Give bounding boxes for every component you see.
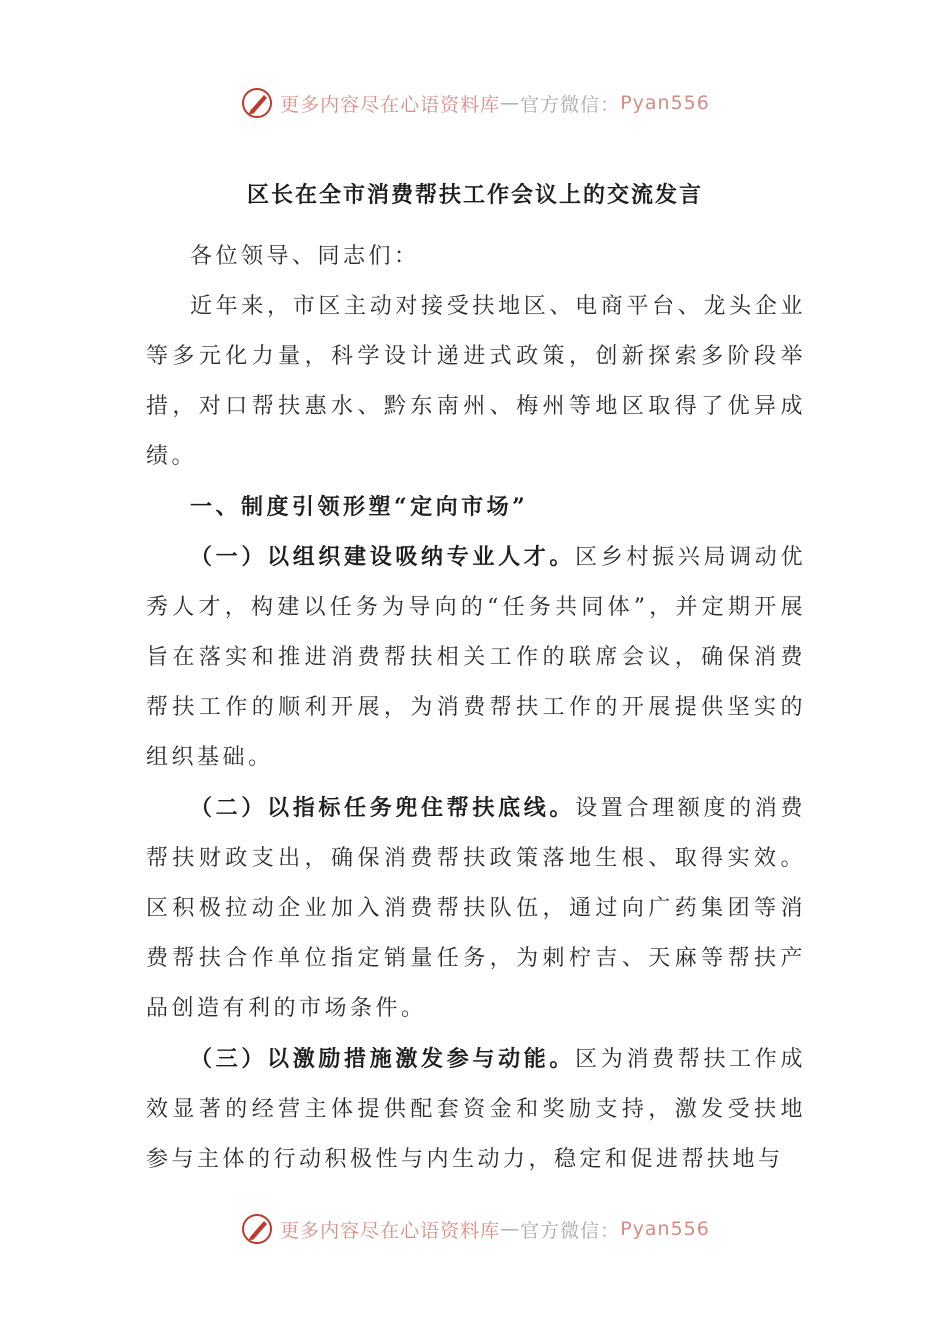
banner-wechat-label: 官方微信： xyxy=(520,93,621,116)
item-text: 区乡村振兴局调动优秀人才，构建以任务为导向的“任务共同体”，并定期开展旨在落实和推进消费帮扶相关工作的联席会议，确保消费帮扶工作的顺利开展，为消费帮扶工作的开展提供坚实的组织基础。 xyxy=(146,545,806,770)
pen-logo-icon xyxy=(240,1212,274,1246)
banner-wechat-id: Pyan556 xyxy=(620,92,710,114)
item-lead: （二）以指标任务兜住帮扶底线。 xyxy=(190,795,576,821)
pen-logo-icon xyxy=(240,86,274,120)
banner-text: 更多内容尽在心语资料库 xyxy=(280,93,501,116)
item-lead: （三）以激励措施激发参与动能。 xyxy=(190,1046,576,1072)
item-lead: （一）以组织建设吸纳专业人才。 xyxy=(190,544,576,570)
item-text: 区为消费帮扶工作成效显著的经营主体提供配套资金和奖励支持，激发受扶地参与主体的行动积极性与内生动力，稳定和促进帮扶地与 xyxy=(146,1047,806,1172)
item-text: 设置合理额度的消费帮扶财政支出，确保消费帮扶政策落地生根、取得实效。区积极拉动企业加入消费帮扶队伍，通过向广药集团等消费帮扶合作单位指定销量任务，为刺柠吉、天麻等帮扶产品创造有利的市场条件。 xyxy=(146,796,806,1021)
intro-paragraph: 近年来，市区主动对接受扶地区、电商平台、龙头企业等多元化力量，科学设计递进式政策，创新探索多阶段举措，对口帮扶惠水、黔东南州、梅州等地区取得了优异成绩。 xyxy=(146,294,806,469)
footer-banner xyxy=(0,1212,950,1246)
section-item-2 xyxy=(146,783,806,1034)
header-banner xyxy=(0,86,950,120)
banner-dash: — xyxy=(500,1218,521,1240)
document-body xyxy=(146,232,806,1185)
banner-dash: — xyxy=(500,92,521,114)
greeting: 各位领导、同志们： xyxy=(190,244,420,269)
banner-wechat-label: 官方微信： xyxy=(520,1219,621,1242)
section-item-3 xyxy=(146,1034,806,1185)
document-title: 区长在全市消费帮扶工作会议上的交流发言 xyxy=(246,182,703,208)
banner-wechat-id: Pyan556 xyxy=(620,1218,710,1240)
section-heading: 一、制度引领形塑“定向市场” xyxy=(190,494,529,520)
banner-text: 更多内容尽在心语资料库 xyxy=(280,1219,501,1242)
section-item-1 xyxy=(146,532,806,783)
